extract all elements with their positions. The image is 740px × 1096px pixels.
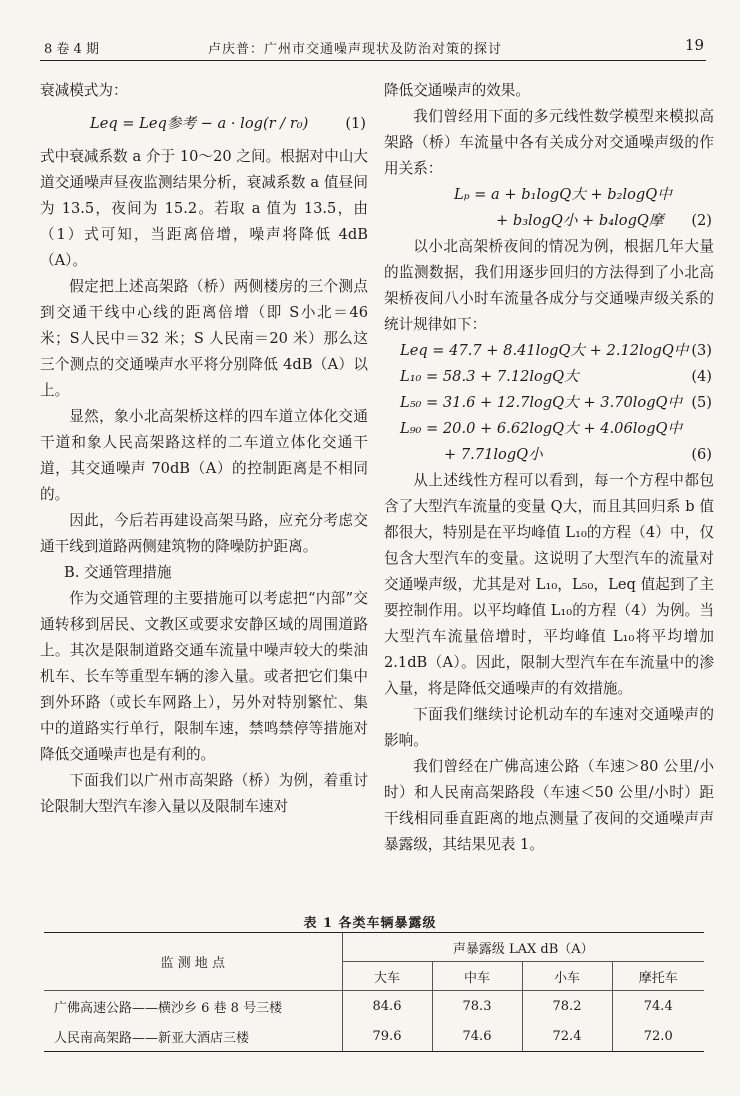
paragraph: 我们曾经用下面的多元线性数学模型来模拟高架路（桥）车流量中各有关成分对交通噪声级的作用关系： [384,108,714,177]
column-header: 中车 [432,962,522,991]
exposure-level-table [44,932,704,1052]
equation-number: (2) [691,212,712,229]
column-header: 小车 [522,962,612,991]
left-column [40,78,368,820]
equation-text: + b₃logQ小 + b₄logQ摩 [496,212,664,229]
equation-5 [384,390,714,416]
location-header: 监 测 地 点 [44,933,342,991]
paragraph: 因此，今后若再建设高架马路，应充分考虑交通干线到道路两侧建筑物的降噪防护距离。 [40,512,368,555]
page-number: 19 [684,36,704,54]
value-cell: 78.3 [432,991,522,1022]
location-cell: 人民南高架路——新亚大酒店三楼 [44,1021,342,1052]
equation-text: Leq = 47.7 + 8.41logQ大 + 2.12logQ中 [400,342,689,359]
table-caption: 表 1 各类车辆暴露级 [303,916,437,931]
equation-text: L₁₀ = 58.3 + 7.12logQ大 [400,368,579,385]
table-row [44,991,704,1022]
equation-number: (5) [691,394,712,411]
paragraph: 下面我们继续讨论机动车的车速对交通噪声的影响。 [384,706,714,749]
value-cell: 78.2 [522,991,612,1022]
section-heading: B. 交通管理措施 [64,564,172,581]
volume-issue: 8 卷 4 期 [44,42,99,57]
equation-text: Lₚ = a + b₁logQ大 + b₂logQ中 [454,186,672,203]
equation-1 [40,104,368,144]
column-header: 摩托车 [612,962,704,991]
paragraph: 作为交通管理的主要措施可以考虑把“内部”交通转移到居民、文教区或要求安静区域的周围道路上。其次是限制道路交通车流量中噪声较大的柴油机车、长车等重型车辆的渗入量。或者把它们集中到外环路（或长车网路上），另外对特别繁忙、集中的道路实行单行，限制车速，禁鸣禁停等措施对降低交通噪声也是有利的。 [40,590,368,763]
equation-2 [384,182,714,208]
equation-2-cont [384,208,714,234]
equation-number: (6) [691,446,712,463]
paragraph: 下面我们以广州市高架路（桥）为例，着重讨论限制大型汽车渗入量以及限制车速对 [40,772,368,815]
equation-number: (1) [345,115,366,132]
table-row [44,1021,704,1052]
paragraph: 式中衰减系数 a 介于 10～20 之间。根据对中山大道交通噪声昼夜监测结果分析，衰减系数 a 值昼间为 13.5，夜间为 15.2。若取 a 值为 13.5，由（1）式可知，当距离倍增，噪声将降低 4dB（A）。 [40,148,368,269]
equation-text: + 7.71logQ小 [444,446,543,463]
paragraph: 我们曾经在广佛高速公路（车速＞80 公里/小时）和人民南高架路段（车速＜50 公里/小时）距干线相同垂直距离的地点测量了夜间的交通噪声声暴露级，其结果见表 1。 [384,758,714,853]
equation-text: Leq = Leq参考 − a · log(r / r₀) [90,115,309,132]
column-header: 大车 [342,962,432,991]
running-header [40,34,706,61]
equation-4 [384,364,714,390]
group-header: 声暴露级 LAX dB（A） [342,933,704,962]
paragraph: 显然，象小北高架桥这样的四车道立体化交通干道和象人民高架路这样的二车道立体化交通干道，其交通噪声 70dB（A）的控制距离是不相同的。 [40,408,368,503]
value-cell: 72.4 [522,1021,612,1052]
equation-text: L₅₀ = 31.6 + 12.7logQ大 + 3.70logQ中 [400,394,683,411]
location-cell: 广佛高速公路——横沙乡 6 巷 8 号三楼 [54,1000,283,1016]
equation-6-cont [384,442,714,468]
value-cell: 79.6 [342,1021,432,1052]
value-cell: 74.4 [612,991,704,1022]
value-cell: 84.6 [342,991,432,1022]
value-cell: 74.6 [432,1021,522,1052]
right-column [384,78,714,858]
paragraph: 降低交通噪声的效果。 [384,82,530,99]
running-title: 卢庆普：广州市交通噪声现状及防治对策的探讨 [208,42,503,57]
paragraph: 以小北高架桥夜间的情况为例，根据几年大量的监测数据，我们用逐步回归的方法得到了小北高架桥夜间八小时车流量各成分与交通噪声级关系的统计规律如下： [384,238,714,333]
value-cell: 72.0 [612,1021,704,1052]
equation-number: (4) [691,368,712,385]
paragraph: 衰减模式为： [40,82,128,99]
equation-number: (3) [691,342,712,359]
equation-text: L₉₀ = 20.0 + 6.62logQ大 + 4.06logQ中 [400,420,683,437]
equation-6 [384,416,714,442]
paragraph: 从上述线性方程可以看到，每一个方程中都包含了大型汽车流量的变量 Q大，而且其回归系 b 值都很大，特别是在平均峰值 L₁₀的方程（4）中，仅包含大型汽车的变量。这说明了大型汽车的流量对交通噪声级，尤其是对 L₁₀，L₅₀，Leq 值起到了主要控制作用。以平均峰值 L₁₀的方程（4）为例。当大型汽车流量倍增时，平均峰值 L₁₀将平均增加 2.1dB（A）。因此，限制大型汽车在车流量中的渗入量，将是降低交通噪声的有效措施。 [384,472,714,697]
paragraph: 假定把上述高架路（桥）两侧楼房的三个测点到交通干线中心线的距离倍增（即 S小北＝46 米；S人民中＝32 米；S 人民南＝20 米）那么这三个测点的交通噪声水平将分别降低 4dB（A）以上。 [40,278,368,399]
equation-3 [384,338,714,364]
